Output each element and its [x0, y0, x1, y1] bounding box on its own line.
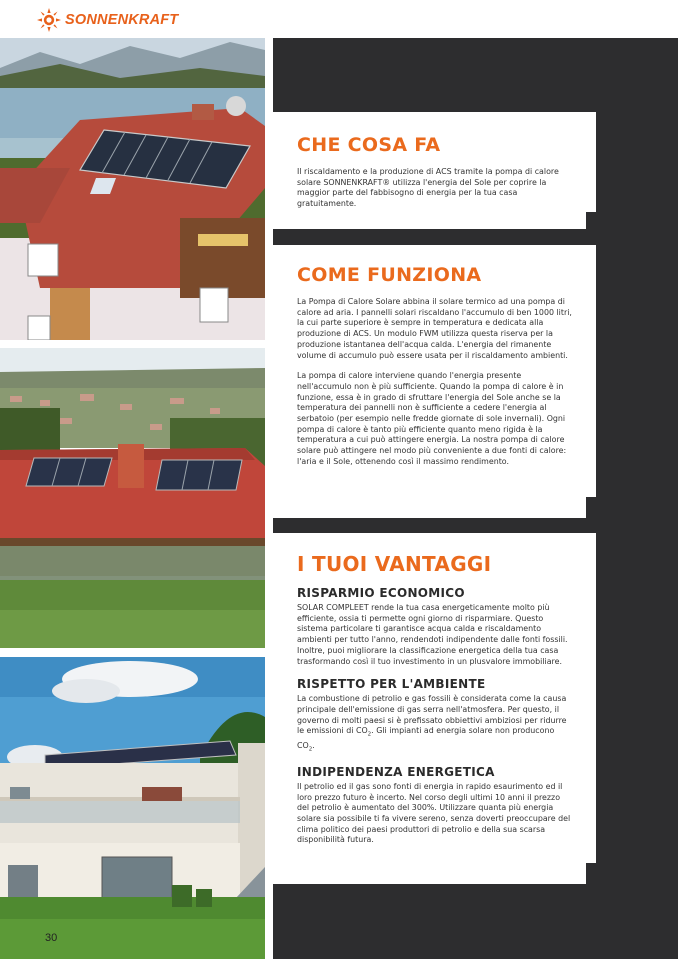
card-notch [586, 533, 596, 863]
photo-lake-house [0, 38, 265, 340]
brand-name: SONNENKRAFT [65, 12, 179, 28]
card-notch [586, 245, 596, 497]
subsection-body-savings: SOLAR COMPLEET rende la tua casa energeticamente molto più efficiente, ossia ti permette ogni giorno di risparmiare. Questo sistema particolare ti garantisce acqua calda e riscaldamento ambienti per tutto l'anno, rendendoti indipendente dalle fonti fossili. Inoltre, puoi migliorare la classificazione energetica della tua casa trasformando così il tuo investimento in un plusvalore immobiliare. [297, 603, 568, 666]
section-title-what: CHE COSA FA [297, 134, 441, 156]
brand-logo [36, 8, 178, 32]
section-title-advantages: I TUOI VANTAGGI [297, 552, 492, 576]
subsection-title-savings: RISPARMIO ECONOMICO [297, 586, 465, 600]
card-how-it-works [273, 245, 586, 518]
photo-modern-house [0, 657, 265, 959]
section-body-how-1: La Pompa di Calore Solare abbina il solare termico ad una pompa di calore ad aria. I pannelli solari riscaldano l'accumulo di ben 1000 litri, la cui parte superiore è sempre in temperatura e dedicata alla produzione di ACS. Un modulo FWM utilizza questa riserva per la produzione istantanea dell'acqua calda. L'energia del rimanente volume di accumulo può essere usata per il riscaldamento ambienti. [297, 297, 572, 360]
page-number: 30 [45, 932, 58, 944]
subsection-title-environment: RISPETTO PER L'AMBIENTE [297, 677, 486, 692]
subsection-body-environment: La combustione di petrolio e gas fossili è considerata come la causa principale dell'emissione di gas serra nell'atmosfera. Per questo, il governo di molti paesi si è prefissato obbiettivi ambiziosi per ridurre le emissioni di $CO_2$. Gli impianti ad energia solare non producono $CO_2$. [297, 694, 567, 753]
subsection-title-independence: INDIPENDENZA ENERGETICA [297, 764, 495, 779]
card-advantages [273, 533, 586, 884]
photo-village-roof [0, 348, 265, 648]
sun-icon [36, 7, 62, 33]
subsection-body-independence: Il petrolio ed il gas sono fonti di energia in rapido esaurimento ed il loro prezzo futuro è incerto. Nel corso degli ultimi 10 anni il prezzo del petrolio è aumentato del 300%. Utilizzare quanta più energia solare sia possibile ti fa vivere sereno, senza doverti preoccupare del clima politico dei paesi produttori di petrolio e della sua scarsa disponibilità futura. [297, 781, 571, 845]
section-title-how: COME FUNZIONA [297, 264, 482, 286]
card-notch [586, 112, 596, 212]
section-body-how-2: La pompa di calore interviene quando l'energia presente nell'accumulo non è più sufficiente. Quando la pompa di calore è in funzione, essa è in grado di sfruttare l'energia del Sole anche se la temperatura dei pannelli non è sufficiente a cedere l'energia al serbatoio (per esempio nelle fredde giornate di sole invernali). Ogni pompa di calore è tanto più efficiente quanto meno rigida è la temperatura a cui può attingere energia. La nostra pompa di calore solare può attingere nel modo più conveniente a due fonti di calore: l'aria e il Sole, ottenendo così il massimo rendimento. [297, 371, 567, 466]
card-what-it-does [273, 112, 586, 229]
section-body-what: Il riscaldamento e la produzione di ACS tramite la pompa di calore solare SONNENKRAFT® utilizza l'energia del Sole per coprire la maggior parte del fabbisogno di energia per la tua casa gratuitamente. [297, 167, 559, 209]
